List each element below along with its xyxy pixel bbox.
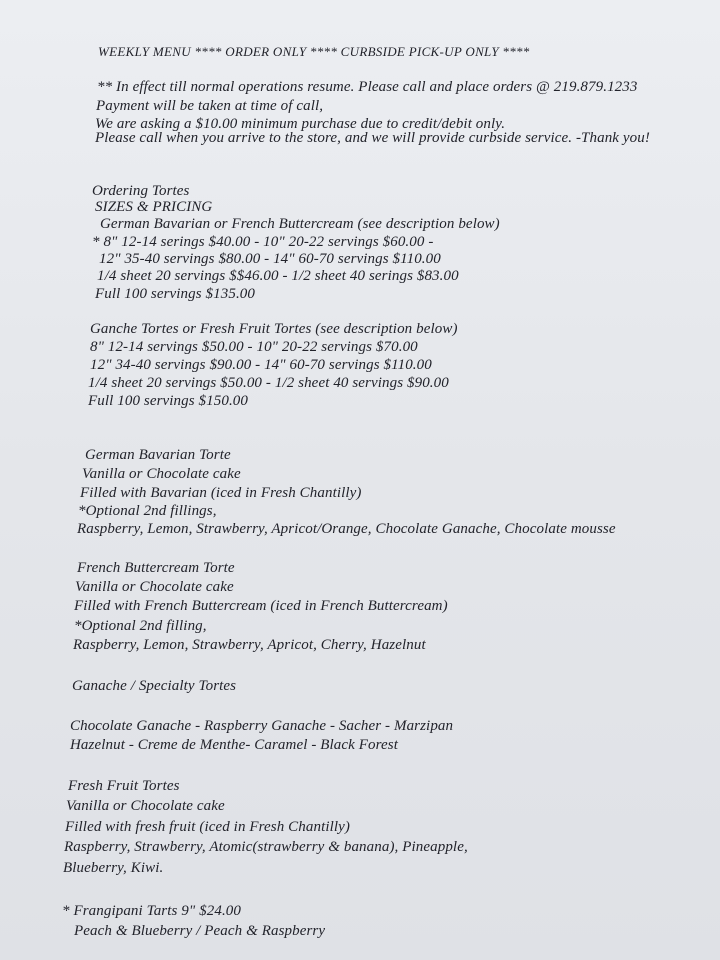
ordering-subtitle: SIZES & PRICING — [95, 199, 213, 215]
german-line: Filled with Bavarian (iced in Fresh Chantilly) — [80, 485, 362, 501]
price-line: 12" 34-40 servings $90.00 - 14" 60-70 servings $110.00 — [90, 357, 432, 373]
german-line: *Optional 2nd fillings, — [78, 503, 217, 519]
ordering-title: Ordering Tortes — [92, 183, 190, 199]
price-line: 8" 12-14 servings $50.00 - 10" 20-22 servings $70.00 — [90, 339, 418, 355]
ganache-pricing-heading: Ganche Tortes or Fresh Fruit Tortes (see description below) — [90, 321, 458, 337]
price-line: * 8" 12-14 serings $40.00 - 10" 20-22 servings $60.00 - — [92, 234, 434, 250]
german-line: Raspberry, Lemon, Strawberry, Apricot/Orange, Chocolate Ganache, Chocolate mousse — [77, 521, 616, 537]
fruit-line: Raspberry, Strawberry, Atomic(strawberry & banana), Pineapple, — [64, 839, 468, 855]
fruit-line: Blueberry, Kiwi. — [63, 860, 164, 876]
french-line: *Optional 2nd filling, — [74, 618, 207, 634]
fruit-line: Filled with fresh fruit (iced in Fresh Chantilly) — [65, 819, 351, 835]
tarts-title: * Frangipani Tarts 9" $24.00 — [62, 903, 241, 919]
notice-line: Please call when you arrive to the store, and we will provide curbside service. -Thank you! — [95, 130, 650, 146]
french-line: Filled with French Buttercream (iced in French Buttercream) — [74, 598, 448, 614]
notice-line: We are asking a $10.00 minimum purchase due to credit/debit only. — [95, 116, 506, 132]
german-title: German Bavarian Torte — [85, 447, 231, 463]
ganache-line: Chocolate Ganache - Raspberry Ganache - Sacher - Marzipan — [70, 718, 454, 734]
fruit-line: Vanilla or Chocolate cake — [66, 798, 225, 814]
price-line: 1/4 sheet 20 servings $$46.00 - 1/2 sheet 40 serings $83.00 — [97, 268, 459, 284]
fruit-title: Fresh Fruit Tortes — [68, 778, 180, 794]
notice-line: ** In effect till normal operations resume. Please call and place orders @ 219.879.1233 — [97, 79, 638, 95]
tarts-flavors: Peach & Blueberry / Peach & Raspberry — [74, 923, 326, 939]
ganache-line: Hazelnut - Creme de Menthe- Caramel - Black Forest — [70, 737, 398, 753]
french-line: Vanilla or Chocolate cake — [75, 579, 234, 595]
notice-line: Payment will be taken at time of call, — [96, 98, 324, 114]
buttercream-heading: German Bavarian or French Buttercream (see description below) — [100, 216, 500, 232]
ganache-title: Ganache / Specialty Tortes — [72, 678, 237, 694]
german-line: Vanilla or Chocolate cake — [82, 466, 241, 482]
price-line: Full 100 servings $150.00 — [88, 393, 248, 409]
menu-header: WEEKLY MENU **** ORDER ONLY **** CURBSIDE PICK-UP ONLY **** — [98, 44, 530, 59]
french-line: Raspberry, Lemon, Strawberry, Apricot, Cherry, Hazelnut — [73, 637, 426, 653]
price-line: 12" 35-40 servings $80.00 - 14" 60-70 servings $110.00 — [99, 251, 441, 267]
price-line: Full 100 servings $135.00 — [95, 286, 255, 302]
price-line: 1/4 sheet 20 servings $50.00 - 1/2 sheet 40 servings $90.00 — [88, 375, 449, 391]
french-title: French Buttercream Torte — [77, 560, 235, 576]
